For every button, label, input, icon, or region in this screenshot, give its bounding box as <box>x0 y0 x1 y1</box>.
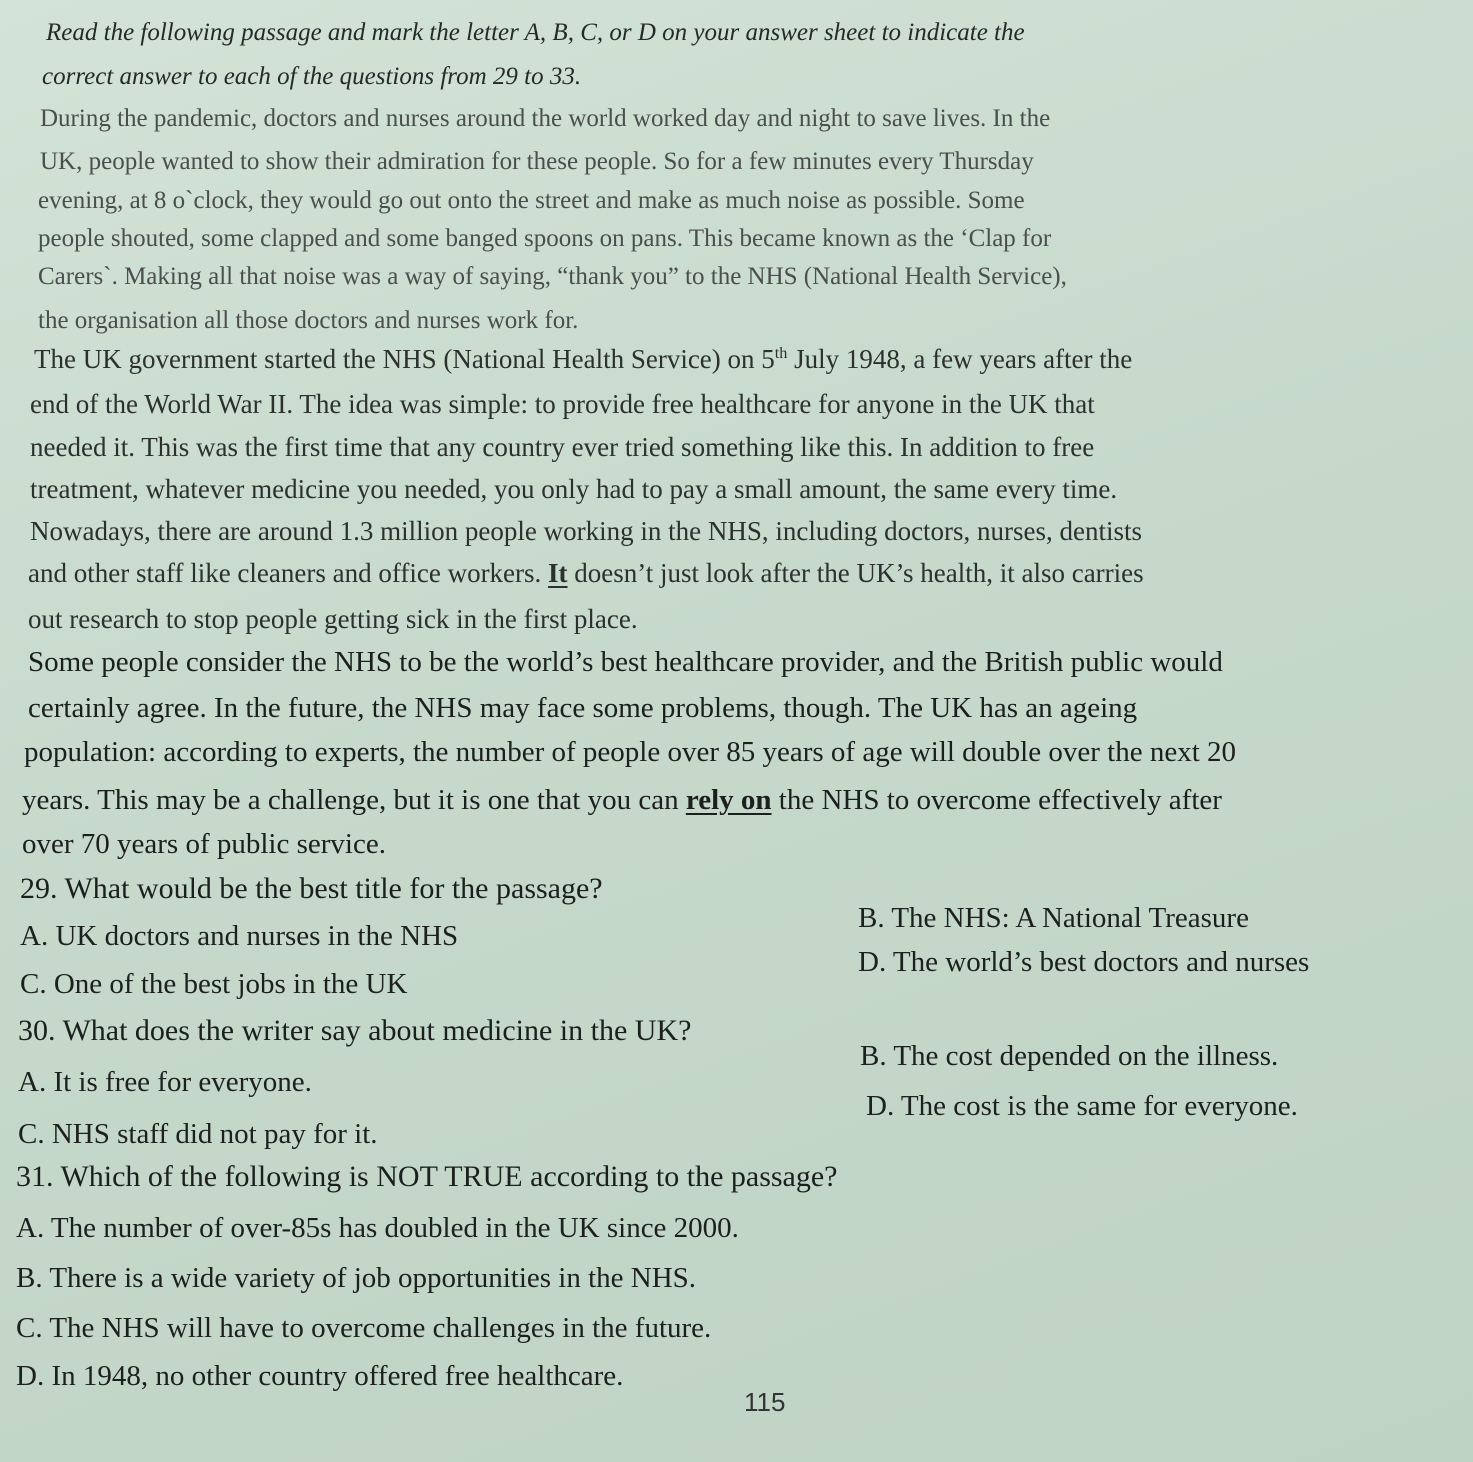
question-31-option-a: A. The number of over-85s has doubled in the UK since 2000. <box>16 1212 739 1244</box>
question-29-option-a: A. UK doctors and nurses in the NHS <box>20 920 459 952</box>
passage-p1-line-6: the organisation all those doctors and nurses work for. <box>38 307 579 334</box>
question-31-option-b: B. There is a wide variety of job opportunities in the NHS. <box>16 1262 697 1294</box>
passage-p3-line-1: Some people consider the NHS to be the world’s best healthcare provider, and the British public would <box>28 646 1223 678</box>
passage-p3-line-3: population: according to experts, the number of people over 85 years of age will double over the next 20 <box>24 736 1236 768</box>
question-30-stem: 30. What does the writer say about medicine in the UK? <box>18 1014 692 1047</box>
instructions-line-2: correct answer to each of the questions from 29 to 33. <box>42 63 582 90</box>
passage-p3-line-2: certainly agree. In the future, the NHS may face some problems, though. The UK has an ageing <box>28 692 1138 724</box>
passage-p2-line-7: out research to stop people getting sick in the first place. <box>28 604 638 634</box>
question-29-option-b: B. The NHS: A National Treasure <box>858 902 1249 934</box>
question-31-option-c: C. The NHS will have to overcome challenges in the future. <box>16 1312 712 1344</box>
p2-line6-text: and other staff like cleaners and office workers. <box>28 558 549 588</box>
underlined-word-it: It <box>548 558 568 588</box>
question-31-option-d: D. In 1948, no other country offered free healthcare. <box>16 1360 624 1392</box>
passage-p3-line-5: over 70 years of public service. <box>22 828 386 860</box>
passage-p1-line-5: Carers`. Making all that noise was a way of saying, “thank you” to the NHS (National Health Service), <box>38 263 1067 290</box>
passage-p1-line-2: UK, people wanted to show their admiration for these people. So for a few minutes every Thursday <box>40 148 1034 175</box>
p3-line4-text: years. This may be a challenge, but it is one that you can <box>22 784 686 816</box>
ordinal-suffix: th <box>774 344 788 362</box>
passage-p1-line-1: During the pandemic, doctors and nurses around the world worked day and night to save lives. In the <box>40 105 1051 132</box>
p2-line6-rest: doesn’t just look after the UK’s health, it also carries <box>567 558 1144 588</box>
passage-p2-line-5: Nowadays, there are around 1.3 million people working in the NHS, including doctors, nurses, dentists <box>30 516 1143 546</box>
question-30-option-a: A. It is free for everyone. <box>18 1066 312 1098</box>
p3-line4-rest: the NHS to overcome effectively after <box>771 784 1222 816</box>
passage-p2-line-1 <box>34 346 1132 373</box>
passage-p2-line-3: needed it. This was the first time that any country ever tried something like this. In addition to free <box>30 432 1095 462</box>
page-number: 115 <box>744 1387 786 1417</box>
passage-p2-line-2: end of the World War II. The idea was simple: to provide free healthcare for anyone in the UK that <box>30 389 1095 419</box>
underlined-phrase-rely-on: rely on <box>685 784 772 816</box>
question-29-option-d: D. The world’s best doctors and nurses <box>858 946 1310 978</box>
question-30-option-c: C. NHS staff did not pay for it. <box>18 1118 378 1150</box>
passage-p2-line-6 <box>28 560 1144 587</box>
passage-p1-line-3: evening, at 8 o`clock, they would go out onto the street and make as much noise as possible. Some <box>38 187 1025 214</box>
question-31-stem: 31. Which of the following is NOT TRUE according to the passage? <box>16 1160 838 1193</box>
question-30-option-d: D. The cost is the same for everyone. <box>866 1090 1298 1122</box>
question-29-option-c: C. One of the best jobs in the UK <box>20 968 408 1000</box>
question-30-option-b: B. The cost depended on the illness. <box>860 1040 1279 1072</box>
passage-p2-line-4: treatment, whatever medicine you needed, you only had to pay a small amount, the same every time. <box>30 474 1118 504</box>
passage-p1-line-4: people shouted, some clapped and some banged spoons on pans. This became known as the ‘Clap for <box>38 225 1052 252</box>
question-29-stem: 29. What would be the best title for the passage? <box>20 872 603 905</box>
passage-p3-line-4 <box>22 786 1222 815</box>
p2-line1-text: The UK government started the NHS (National Health Service) on 5 <box>34 344 775 374</box>
p2-line1-rest: July 1948, a few years after the <box>787 344 1133 374</box>
instructions-line-1: Read the following passage and mark the letter A, B, C, or D on your answer sheet to indicate the <box>46 19 1025 46</box>
